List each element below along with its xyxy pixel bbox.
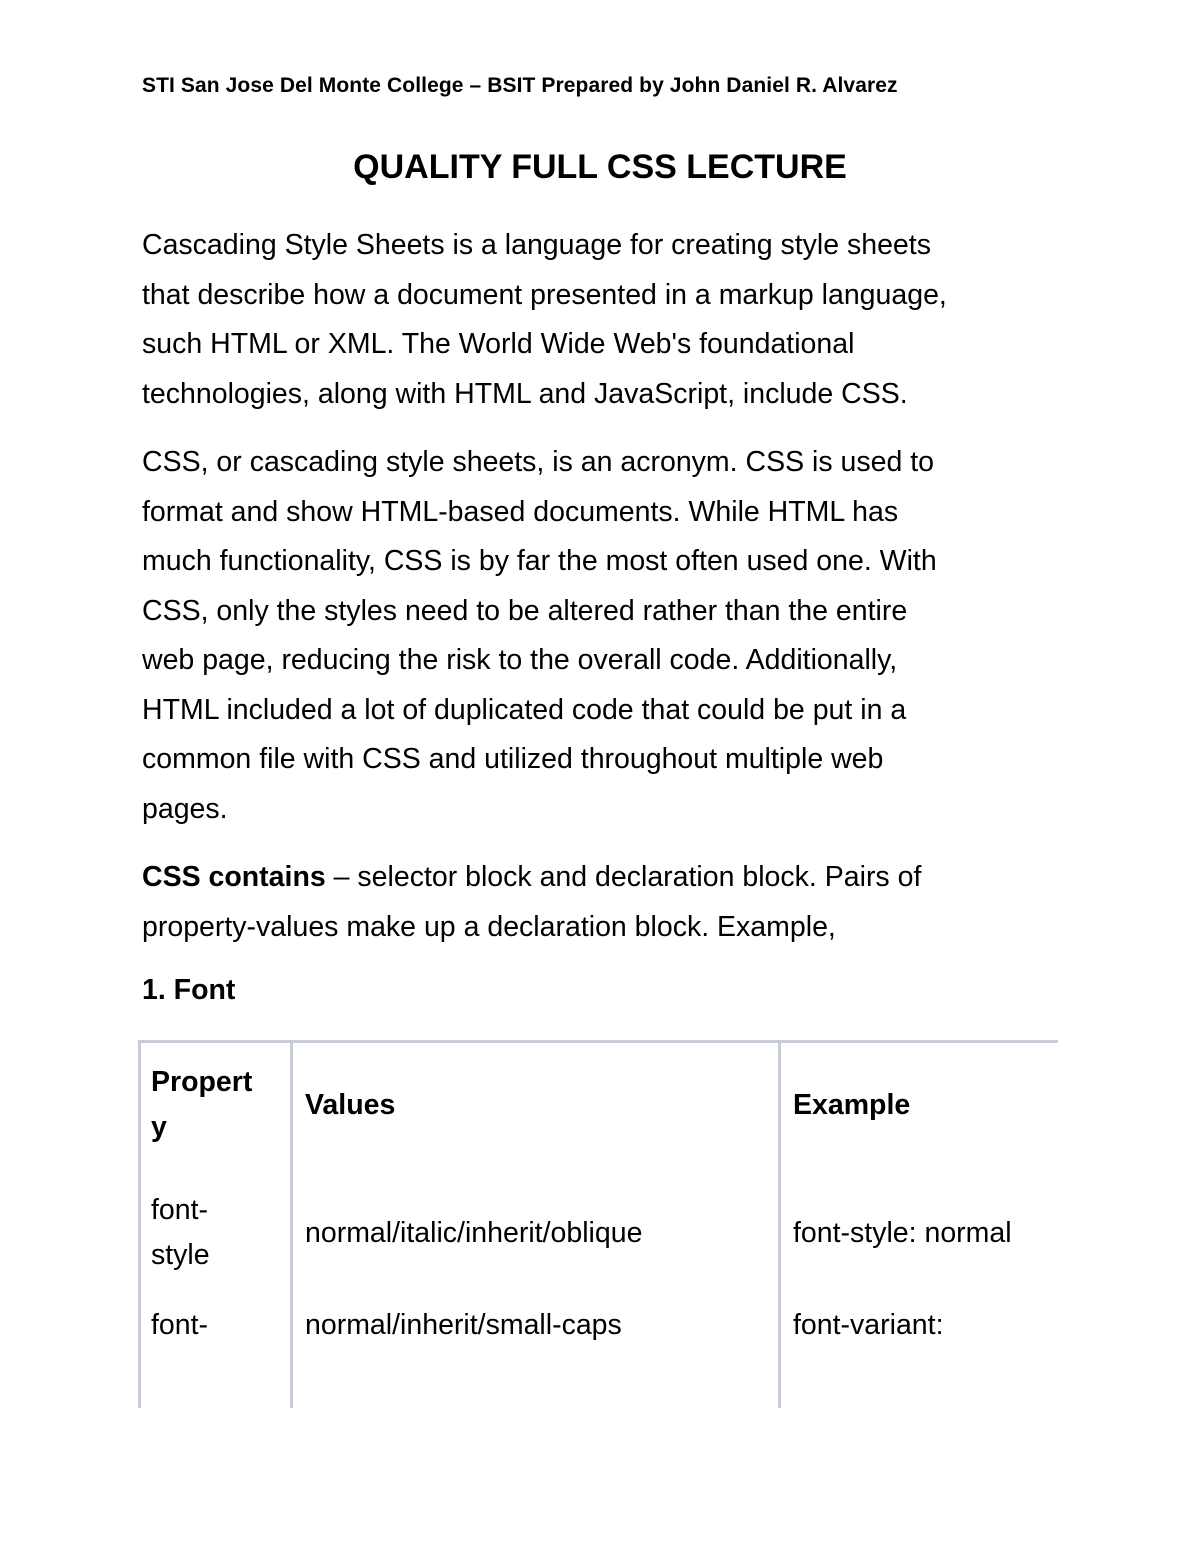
paragraph-line: that describe how a document presented in a markup language, [142,278,947,311]
paragraph-line: CSS, only the styles need to be altered rather than the entire [142,594,908,627]
intro-paragraph [142,221,1062,419]
header-cell-values: Values [292,1042,780,1168]
paragraph-line [142,853,1062,903]
paragraph-line: common file with CSS and utilized throughout multiple web [142,743,884,775]
paragraph-line: CSS, or cascading style sheets, is an acronym. CSS is used to [142,446,935,478]
document-title: QUALITY FULL CSS LECTURE [353,148,847,186]
header-cell-property: Propert y [140,1042,292,1168]
page-header: STI San Jose Del Monte College – BSIT Prepared by John Daniel R. Alvarez [142,74,898,97]
table-row [140,1167,1059,1299]
paragraph-line: property-values make up a declaration block. Example, [142,910,836,943]
cell-property: font- style [140,1167,292,1299]
cell-example: font-style: normal [780,1167,1059,1299]
font-properties-table [138,1040,1058,1408]
paragraph-line: such HTML or XML. The World Wide Web's foundational [142,328,855,360]
css-contains-text: – selector block and declaration block. Pairs of [325,861,922,893]
table-header-row [140,1042,1059,1168]
cell-example: font-variant: [780,1299,1059,1408]
font-table-wrapper [138,1040,1058,1408]
css-contains-paragraph [142,853,1062,952]
header-cell-example: Example [780,1042,1059,1168]
paragraph-line: technologies, along with HTML and JavaScript, include CSS. [142,377,908,410]
paragraph-line: pages. [142,792,228,825]
paragraph-line: web page, reducing the risk to the overall code. Additionally, [142,644,898,676]
paragraph-line: Cascading Style Sheets is a language for creating style sheets [142,229,931,261]
cell-values: normal/inherit/small-caps [292,1299,780,1408]
table-row [140,1299,1059,1408]
section-heading-font: 1. Font [142,974,236,1006]
paragraph-line: much functionality, CSS is by far the most often used one. With [142,545,937,577]
css-definition-paragraph [142,438,1062,834]
paragraph-line: format and show HTML-based documents. While HTML has [142,495,899,528]
cell-values: normal/italic/inherit/oblique [292,1167,780,1299]
cell-property: font- [140,1299,292,1408]
paragraph-line: HTML included a lot of duplicated code that could be put in a [142,693,907,726]
css-contains-label: CSS contains [142,861,326,893]
